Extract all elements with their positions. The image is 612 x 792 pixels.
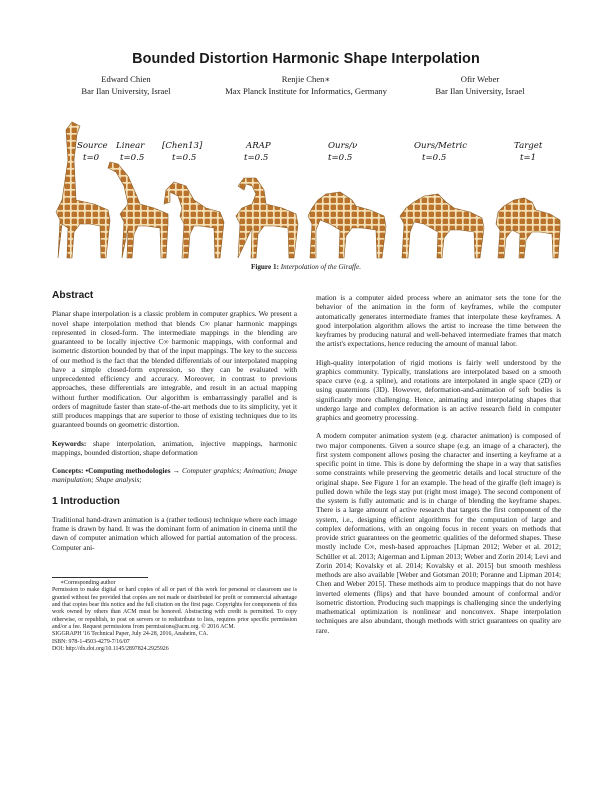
figure-label-t-ours-metric: t=0.5 [422,153,447,163]
author-name: Ofir Weber [460,74,500,84]
concepts-bold: •Computing methodologies [85,466,171,475]
paragraph: A modern computer animation system (e.g. character animation) is composed of two major components. Given a source shape (e.g. an image of a character), the first system component allows posing the character and inserting a keyframe at a specific point in time. This is done by deforming the shape in a way that satisfies some constraints while preserving the geometric details and local structure of the original shape. See Figure 1 for an example. The head of the giraffe (left image) is pulled down while the legs stay put (right most image). The second component of the system is fully automatic and is in charge of blending the keyframe shapes. There is a large amount of active research that targets the first component of the system, i.e., designing efficient algorithms for the computation of large and complex deformations, with an ongoing focus in recent years on methods that provide strict guarantees on the geometric qualities of the deformed shapes. These mostly include C∞, mesh-based approaches [Lipman 2012; Weber et al. 2012; Schüller et al. 2013; Aigerman and Lipman 2013; Weber and Zorin 2014; Levi and Zorin 2014; Kovalsky et al. 2014; Kovalsky et al. 2015] but smooth meshless methods are also available [Weber and Gotsman 2010; Poranne and Lipman 2014; Chen and Weber 2015]. These methods aim to produce mappings that do not have inverted elements (flips) and that have bounded amount of conformal and/or isometric distortion. Producing such mappings is challenging since the underlying mathematical optimization is nonlinear and nonconvex. Shape interpolation techniques are also abundant, though methods with strict guarantees on quality are rare. [316,431,561,635]
giraffe-interpolation-figure [50,120,562,260]
figure-label-t-chen13: t=0.5 [172,153,197,163]
paper-title: Bounded Distortion Harmonic Shape Interpolation [132,51,480,67]
figure-label-method-linear: Linear [116,141,145,151]
giraffe-arap [236,178,298,258]
right-column [316,293,561,635]
abstract-heading: Abstract [52,290,94,301]
footnote-doi[interactable]: DOI: http://dx.doi.org/10.1145/2897824.2925926 [52,646,169,653]
author-3 [410,73,550,97]
keywords-text: shape interpolation, animation, injective mappings, harmonic mappings, bounded distortion, shape deformation [52,438,297,457]
figure-label-t-target: t=1 [520,153,537,163]
introduction-heading: 1 Introduction [52,495,120,507]
keywords [52,439,297,458]
footnote [52,580,297,653]
giraffe-ours-metric [400,194,484,258]
footnote-rule [52,577,148,578]
author-affiliation: Bar Ilan University, Israel [81,86,171,96]
author-name: Renjie Chen∗ [281,74,331,84]
introduction-text: Traditional hand-drawn animation is a (rather tedious) technique where each image frame is drawn by hand. It was the dominant form of animation in cinema until the dawn of computer animation which allowed for partial automation of the process. Computer ani- [52,514,297,552]
figure-label-method-ours-nu: Ours/ν [328,141,358,151]
author-affiliation: Bar Ilan University, Israel [435,86,525,96]
giraffe-target [496,198,560,258]
figure-caption [0,263,612,271]
figure-caption-label: Figure 1: [250,263,279,271]
figure-label-t-source: t=0 [83,153,100,163]
concepts-label: Concepts: [52,466,84,475]
author-2 [196,73,416,97]
paragraph: High-quality interpolation of rigid motions is fairly well understood by the graphics community. Typically, translations are interpolated based on a smooth space curve (e.g. a spline), and rotations are interpolated in angle space (2D) or using quaternions (3D). However, deformation-and-animation of soft bodies is significantly more challenging. Hence, animating and interpolating shapes that undergo large and complex deformation is an active research field in computer graphics and geometry processing. [316,357,561,422]
figure-label-method-ours-metric: Ours/Metric [414,141,468,151]
paragraph: mation is a computer aided process where an animator sets the tone for the behavior of the animation in the form of keyframes, while the computer automatically generates intermediate frames that interpolate these keyframes. A good interpolation algorithm allows the artist to increase the time between the keyframes by producing natural and well-behaved intermediate frames that match the artist's expectations, hence reducing the amount of manual labor. [316,293,561,349]
footnote-corresponding-author: ∗Corresponding author [60,580,116,586]
footnote-isbn: ISBN: 978-1-4503-4279-7/16/07 [52,638,130,645]
abstract-text: Planar shape interpolation is a classic problem in computer graphics. We present a novel shape interpolation method that blends C∞ planar harmonic mappings represented in closed-form. The intermediate mappings in the blending are guaranteed to be locally injective C∞ harmonic mappings, with conformal and isometric distortion bounded by that of the input mappings. The key to the success of our method is the fact that the blended differentials of our interpolated mapping have a simple closed-form expression, so they can be evaluated with unprecedented efficiency and accuracy. Moreover, in contrast to previous approaches, these differentials are integrable, and result in an actual mapping without further modification. Our algorithm is embarrassingly parallel and is orders of magnitude faster than state-of-the-art methods due to its simplicity, yet it still produces mappings that are superior to those of existing techniques due to its guaranteed bounds on geometric distortion. [52,309,297,430]
figure-label-t-linear: t=0.5 [120,153,145,163]
giraffe-linear [108,162,168,258]
figure-label-method-source: Source [77,141,108,151]
figure-label-method-target: Target [514,141,543,151]
footnote-venue: SIGGRAPH '16 Technical Paper, July 24-28, 2016, Anaheim, CA. [52,631,209,638]
footnote-permission: Permission to make digital or hard copies of all or part of this work for personal or classroom use is granted without fee provided that copies are not made or distributed for profit or commercial advantage and that copies bear this notice and the full citation on the first page. Copyrights for components of this work owned by others than ACM must be honored. Abstracting with credit is permitted. To copy otherwise, or republish, to post on servers or to redistribute to lists, requires prior specific permission and/or a fee. Request permissions from permissions@acm.org. © 2016 ACM. [52,587,297,631]
figure-label-method-chen13: [Chen13] [162,141,203,151]
figure-label-t-arap: t=0.5 [244,153,269,163]
left-column [52,291,297,552]
ccs-concepts [52,466,297,485]
concepts-text: Computer graphics; Animation; Image manipulation; Shape analysis; [52,466,298,485]
figure-label-method-arap: ARAP [246,141,271,151]
author-name: Edward Chien [101,74,151,84]
giraffe-ours-nu [308,192,386,258]
figure-label-t-ours-nu: t=0.5 [328,153,353,163]
figure-caption-text: Interpolation of the Giraffe. [280,263,362,271]
concepts-arrow: → [172,466,180,475]
giraffe-chen13 [164,182,224,258]
author-affiliation: Max Planck Institute for Informatics, Germany [225,86,387,96]
author-1 [66,73,186,97]
keywords-label: Keywords: [52,438,87,448]
